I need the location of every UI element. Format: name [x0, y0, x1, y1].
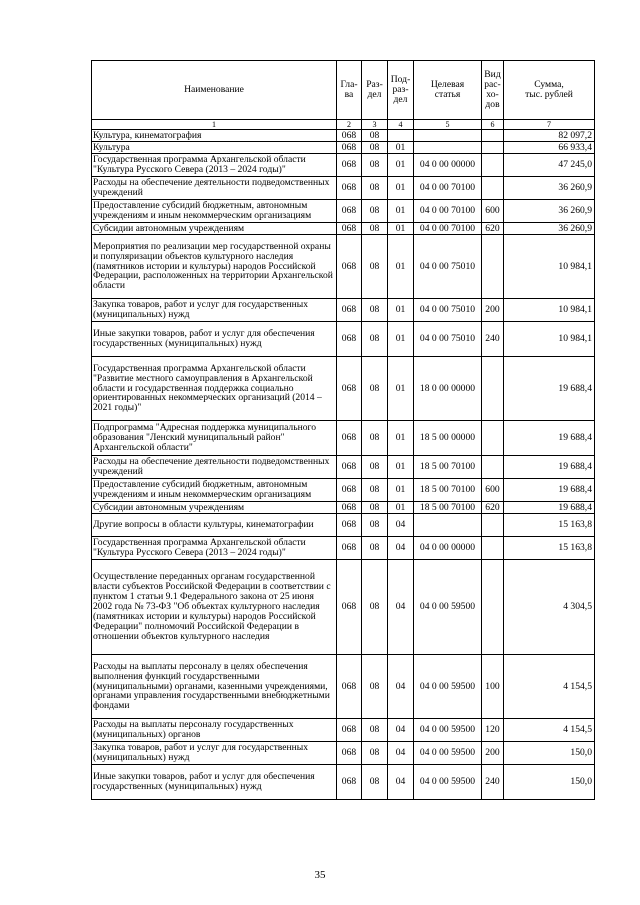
- row-target: 04 0 00 59500: [414, 655, 482, 719]
- table-row: [92, 742, 595, 765]
- row-name: Мероприятия по реализации мер государственной охраны и популяризации объектов культурного наследия (памятников истории и культуры) народов Российской Федерации, расположенных на территории Архангельской области: [92, 235, 337, 299]
- row-sum: 19 688,4: [504, 479, 595, 502]
- table-row: [92, 479, 595, 502]
- column-number: 4: [388, 120, 414, 130]
- table-row: [92, 177, 595, 200]
- header-section: Раз- дел: [362, 61, 388, 120]
- row-target: 04 0 00 59500: [414, 560, 482, 655]
- row-name: Предоставление субсидий бюджетным, автономным учреждениям и иным некоммерческим организациям: [92, 479, 337, 502]
- row-chapter: 068: [337, 154, 362, 177]
- row-section: 08: [362, 502, 388, 514]
- row-chapter: 068: [337, 142, 362, 154]
- table-row: [92, 200, 595, 223]
- row-section: 08: [362, 357, 388, 421]
- row-name: Расходы на обеспечение деятельности подведомственных учреждений: [92, 456, 337, 479]
- row-subsection: 01: [388, 479, 414, 502]
- row-sum: 36 260,9: [504, 177, 595, 200]
- row-chapter: 068: [337, 357, 362, 421]
- row-name: Подпрограмма "Адресная поддержка муниципального образования "Ленский муниципальный район" Архангельской области": [92, 421, 337, 456]
- row-target: 04 0 00 75010: [414, 322, 482, 357]
- column-number: 3: [362, 120, 388, 130]
- row-chapter: 068: [337, 130, 362, 142]
- row-chapter: 068: [337, 742, 362, 765]
- row-chapter: 068: [337, 177, 362, 200]
- row-chapter: 068: [337, 235, 362, 299]
- table-row: [92, 655, 595, 719]
- row-target: 18 5 00 70100: [414, 456, 482, 479]
- row-name: Расходы на выплаты персоналу в целях обеспечения выполнения функций государственными (муниципальными) органами, казенными учреждениями, органами управления государственными внебюджетными фондами: [92, 655, 337, 719]
- row-sum: 19 688,4: [504, 421, 595, 456]
- table-header-row: [92, 61, 595, 120]
- table-row: [92, 537, 595, 560]
- row-chapter: 068: [337, 200, 362, 223]
- row-section: 08: [362, 223, 388, 235]
- row-name: Субсидии автономным учреждениям: [92, 223, 337, 235]
- row-chapter: 068: [337, 299, 362, 322]
- row-type: [482, 456, 504, 479]
- row-subsection: 04: [388, 514, 414, 537]
- header-chapter: Гла- ва: [337, 61, 362, 120]
- table-row: [92, 142, 595, 154]
- row-section: 08: [362, 537, 388, 560]
- row-sum: 150,0: [504, 765, 595, 800]
- row-name: Закупка товаров, работ и услуг для государственных (муниципальных) нужд: [92, 742, 337, 765]
- row-section: 08: [362, 514, 388, 537]
- row-target: 18 5 00 70100: [414, 479, 482, 502]
- row-name: Субсидии автономным учреждениям: [92, 502, 337, 514]
- row-section: 08: [362, 154, 388, 177]
- table-row: [92, 357, 595, 421]
- row-sum: 10 984,1: [504, 299, 595, 322]
- row-type: 620: [482, 502, 504, 514]
- row-section: 08: [362, 479, 388, 502]
- table-row: [92, 421, 595, 456]
- row-target: 04 0 00 75010: [414, 235, 482, 299]
- column-number: 7: [504, 120, 595, 130]
- header-target: Целевая статья: [414, 61, 482, 120]
- row-target: 04 0 00 00000: [414, 154, 482, 177]
- row-type: [482, 235, 504, 299]
- row-section: 08: [362, 200, 388, 223]
- row-subsection: 01: [388, 200, 414, 223]
- row-section: 08: [362, 322, 388, 357]
- row-subsection: 01: [388, 223, 414, 235]
- row-sum: 66 933,4: [504, 142, 595, 154]
- row-type: [482, 514, 504, 537]
- row-target: 04 0 00 75010: [414, 299, 482, 322]
- row-type: [482, 421, 504, 456]
- row-sum: 4 304,5: [504, 560, 595, 655]
- row-subsection: [388, 130, 414, 142]
- row-type: [482, 142, 504, 154]
- row-section: 08: [362, 456, 388, 479]
- row-type: [482, 130, 504, 142]
- budget-table: [91, 60, 595, 800]
- row-sum: 15 163,8: [504, 514, 595, 537]
- row-target: [414, 514, 482, 537]
- row-target: 18 5 00 70100: [414, 502, 482, 514]
- table-row: [92, 130, 595, 142]
- table-row: [92, 223, 595, 235]
- header-name: Наименование: [92, 61, 337, 120]
- row-subsection: 01: [388, 177, 414, 200]
- row-target: 04 0 00 59500: [414, 765, 482, 800]
- row-chapter: 068: [337, 479, 362, 502]
- row-name: Осуществление переданных органам государственной власти субъектов Российской Федерации в соответствии с пунктом 1 статьи 9.1 Федерального закона от 25 июня 2002 года № 73-ФЗ "Об объектах культурного наследия (памятниках истории и культуры) народов Российской Федерации" полномочий Российской Федерации в отношении объектов культурного наследия: [92, 560, 337, 655]
- table-row: [92, 719, 595, 742]
- row-type: [482, 560, 504, 655]
- row-section: 08: [362, 421, 388, 456]
- row-subsection: 01: [388, 322, 414, 357]
- row-type: 100: [482, 655, 504, 719]
- row-subsection: 01: [388, 235, 414, 299]
- row-type: 600: [482, 479, 504, 502]
- column-number: 1: [92, 120, 337, 130]
- row-type: 240: [482, 322, 504, 357]
- row-chapter: 068: [337, 719, 362, 742]
- row-name: Государственная программа Архангельской области "Культура Русского Севера (2013 – 2024 годы)": [92, 537, 337, 560]
- row-sum: 4 154,5: [504, 719, 595, 742]
- row-type: [482, 154, 504, 177]
- row-sum: 36 260,9: [504, 200, 595, 223]
- row-sum: 150,0: [504, 742, 595, 765]
- row-chapter: 068: [337, 322, 362, 357]
- table-row: [92, 322, 595, 357]
- row-chapter: 068: [337, 456, 362, 479]
- row-subsection: 04: [388, 537, 414, 560]
- table-row: [92, 456, 595, 479]
- row-target: 18 0 00 00000: [414, 357, 482, 421]
- row-type: 200: [482, 742, 504, 765]
- row-target: [414, 130, 482, 142]
- row-section: 08: [362, 719, 388, 742]
- page-number: 35: [314, 869, 326, 881]
- table-row: [92, 299, 595, 322]
- row-subsection: 04: [388, 742, 414, 765]
- row-sum: 19 688,4: [504, 456, 595, 479]
- row-sum: 19 688,4: [504, 502, 595, 514]
- row-name: Расходы на выплаты персоналу государственных (муниципальных) органов: [92, 719, 337, 742]
- table-row: [92, 154, 595, 177]
- row-subsection: 01: [388, 456, 414, 479]
- row-target: 18 5 00 00000: [414, 421, 482, 456]
- row-target: 04 0 00 70100: [414, 223, 482, 235]
- row-chapter: 068: [337, 560, 362, 655]
- row-section: 08: [362, 130, 388, 142]
- row-name: Закупка товаров, работ и услуг для государственных (муниципальных) нужд: [92, 299, 337, 322]
- row-type: 120: [482, 719, 504, 742]
- row-chapter: 068: [337, 655, 362, 719]
- row-section: 08: [362, 235, 388, 299]
- row-sum: 19 688,4: [504, 357, 595, 421]
- row-name: Культура, кинематография: [92, 130, 337, 142]
- row-type: 200: [482, 299, 504, 322]
- row-name: Иные закупки товаров, работ и услуг для обеспечения государственных (муниципальных) нужд: [92, 765, 337, 800]
- column-number: 2: [337, 120, 362, 130]
- row-sum: 15 163,8: [504, 537, 595, 560]
- row-chapter: 068: [337, 223, 362, 235]
- row-target: [414, 142, 482, 154]
- row-sum: 4 154,5: [504, 655, 595, 719]
- table-row: [92, 514, 595, 537]
- row-type: 620: [482, 223, 504, 235]
- row-name: Предоставление субсидий бюджетным, автономным учреждениям и иным некоммерческим организациям: [92, 200, 337, 223]
- row-type: [482, 177, 504, 200]
- row-chapter: 068: [337, 537, 362, 560]
- row-subsection: 01: [388, 502, 414, 514]
- row-section: 08: [362, 742, 388, 765]
- row-subsection: 04: [388, 765, 414, 800]
- row-chapter: 068: [337, 502, 362, 514]
- row-section: 08: [362, 655, 388, 719]
- row-name: Государственная программа Архангельской области "Культура Русского Севера (2013 – 2024 годы)": [92, 154, 337, 177]
- row-section: 08: [362, 765, 388, 800]
- row-subsection: 04: [388, 560, 414, 655]
- row-name: Государственная программа Архангельской области "Развитие местного самоуправления в Архангельской области и государственная поддержка социально ориентированных некоммерческих организаций (2014 – 2021 годы)": [92, 357, 337, 421]
- row-type: [482, 357, 504, 421]
- row-target: 04 0 00 70100: [414, 177, 482, 200]
- column-number-row: [92, 120, 595, 130]
- row-type: 600: [482, 200, 504, 223]
- table-row: [92, 560, 595, 655]
- column-number: 5: [414, 120, 482, 130]
- row-name: Иные закупки товаров, работ и услуг для обеспечения государственных (муниципальных) нужд: [92, 322, 337, 357]
- row-subsection: 01: [388, 299, 414, 322]
- row-name: Культура: [92, 142, 337, 154]
- row-subsection: 01: [388, 154, 414, 177]
- table-row: [92, 235, 595, 299]
- row-target: 04 0 00 59500: [414, 742, 482, 765]
- row-chapter: 068: [337, 765, 362, 800]
- row-sum: 36 260,9: [504, 223, 595, 235]
- row-target: 04 0 00 59500: [414, 719, 482, 742]
- row-section: 08: [362, 560, 388, 655]
- row-subsection: 01: [388, 142, 414, 154]
- row-section: 08: [362, 142, 388, 154]
- row-sum: 10 984,1: [504, 235, 595, 299]
- header-sum: Сумма, тыс. рублей: [504, 61, 595, 120]
- row-target: 04 0 00 70100: [414, 200, 482, 223]
- row-type: [482, 537, 504, 560]
- row-chapter: 068: [337, 514, 362, 537]
- row-subsection: 01: [388, 421, 414, 456]
- row-section: 08: [362, 299, 388, 322]
- column-number: 6: [482, 120, 504, 130]
- row-target: 04 0 00 00000: [414, 537, 482, 560]
- row-subsection: 04: [388, 655, 414, 719]
- row-subsection: 04: [388, 719, 414, 742]
- row-sum: 47 245,0: [504, 154, 595, 177]
- header-subsection: Под- раз- дел: [388, 61, 414, 120]
- table-row: [92, 765, 595, 800]
- row-name: Другие вопросы в области культуры, кинематографии: [92, 514, 337, 537]
- row-section: 08: [362, 177, 388, 200]
- row-sum: 10 984,1: [504, 322, 595, 357]
- table-row: [92, 502, 595, 514]
- row-subsection: 01: [388, 357, 414, 421]
- header-type: Вид рас- хо- дов: [482, 61, 504, 120]
- row-name: Расходы на обеспечение деятельности подведомственных учреждений: [92, 177, 337, 200]
- row-chapter: 068: [337, 421, 362, 456]
- row-sum: 82 097,2: [504, 130, 595, 142]
- row-type: 240: [482, 765, 504, 800]
